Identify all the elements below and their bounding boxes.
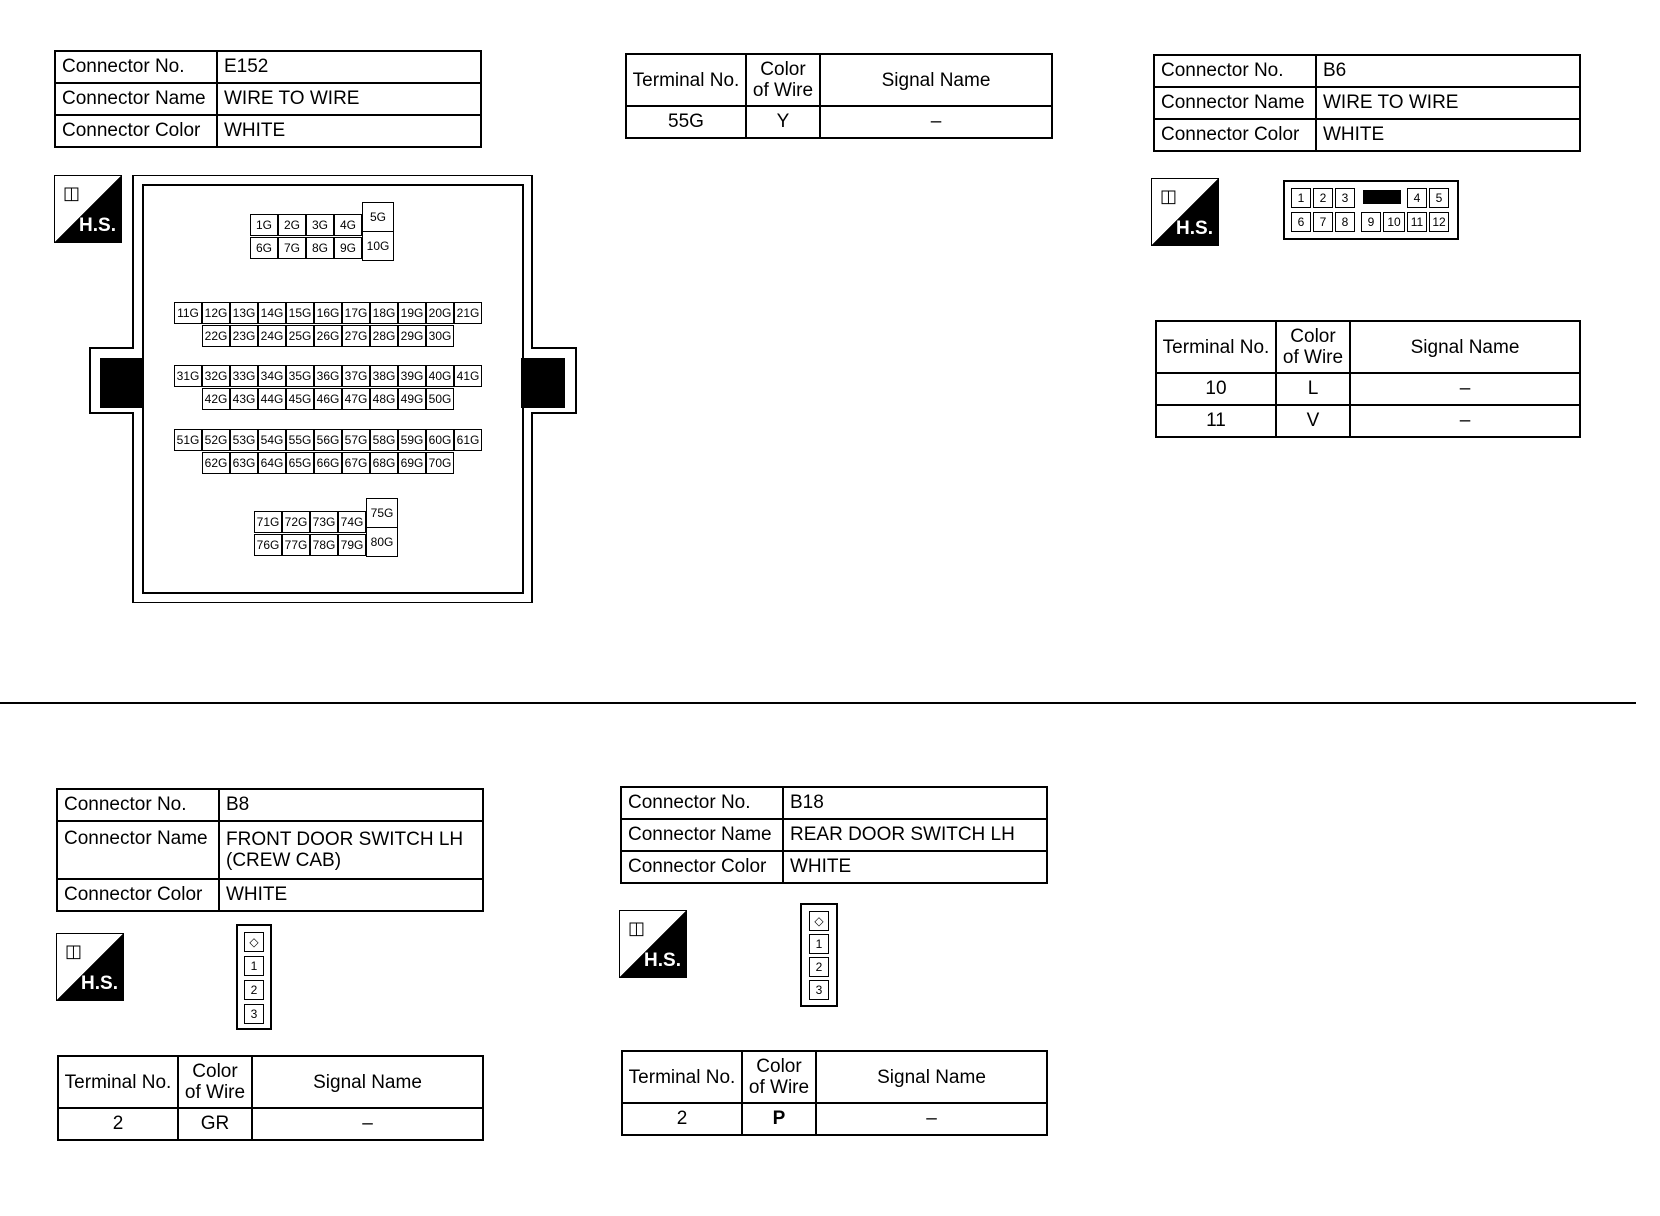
pin: 11 — [1407, 212, 1427, 232]
pin: 70G — [426, 452, 454, 474]
pin: 30G — [426, 325, 454, 347]
pin: 18G — [370, 302, 398, 324]
pin: 58G — [370, 429, 398, 451]
terminal-no: 11 — [1156, 405, 1276, 437]
pin: 52G — [202, 429, 230, 451]
connector-no-value: B8 — [219, 789, 483, 821]
wire-color-header: Color of Wire — [742, 1051, 816, 1103]
wire-color: V — [1276, 405, 1350, 437]
pin: 16G — [314, 302, 342, 324]
pin: 6G — [250, 237, 278, 259]
terminal-no: 55G — [626, 106, 746, 138]
connector-color-label: Connector Color — [621, 851, 783, 883]
pin: 54G — [258, 429, 286, 451]
pin: 13G — [230, 302, 258, 324]
connector-plug-icon: ◫ — [628, 918, 646, 938]
key-block — [1363, 190, 1401, 204]
b18-terminal-table — [621, 1050, 1048, 1136]
connector-name-label: Connector Name — [1154, 87, 1316, 119]
b8-connector-face — [236, 924, 272, 1030]
pin: 15G — [286, 302, 314, 324]
connector-name-value: REAR DOOR SWITCH LH — [783, 819, 1047, 851]
pin: 43G — [230, 388, 258, 410]
e152-connector-face — [88, 175, 578, 603]
section-divider — [0, 702, 1636, 704]
pin: 44G — [258, 388, 286, 410]
connector-name-value: FRONT DOOR SWITCH LH (CREW CAB) — [219, 821, 483, 879]
pin: 32G — [202, 365, 230, 387]
key-diamond-icon: ◇ — [244, 932, 264, 952]
pin: 45G — [286, 388, 314, 410]
connector-color-value: WHITE — [783, 851, 1047, 883]
connector-no-label: Connector No. — [621, 787, 783, 819]
pin: 4G — [334, 214, 362, 236]
pin: 5G — [362, 202, 394, 232]
connector-no-label: Connector No. — [57, 789, 219, 821]
pin: 33G — [230, 365, 258, 387]
pin: 2G — [278, 214, 306, 236]
connector-color-label: Connector Color — [55, 115, 217, 147]
pin: 60G — [426, 429, 454, 451]
pin: 46G — [314, 388, 342, 410]
signal-name: – — [252, 1108, 483, 1140]
wire-color-header: Color of Wire — [746, 54, 820, 106]
pin: 73G — [310, 511, 338, 533]
b18-info-table — [620, 786, 1048, 884]
pin: 1 — [809, 934, 829, 954]
pin: 47G — [342, 388, 370, 410]
pin: 51G — [174, 429, 202, 451]
pin: 55G — [286, 429, 314, 451]
connector-color-value: WHITE — [219, 879, 483, 911]
pin: 49G — [398, 388, 426, 410]
pin: 3 — [809, 980, 829, 1000]
pin: 29G — [398, 325, 426, 347]
connector-name-label: Connector Name — [57, 821, 219, 879]
terminal-no-header: Terminal No. — [58, 1056, 178, 1108]
wire-color-header: Color of Wire — [178, 1056, 252, 1108]
pin: 5 — [1429, 188, 1449, 208]
b6-connector-face — [1283, 180, 1459, 240]
pin: 2 — [1313, 188, 1333, 208]
pin: 28G — [370, 325, 398, 347]
pin: 12G — [202, 302, 230, 324]
pin: 12 — [1429, 212, 1449, 232]
pin: 53G — [230, 429, 258, 451]
pin: 34G — [258, 365, 286, 387]
pin: 24G — [258, 325, 286, 347]
hs-label: H.S. — [81, 973, 118, 994]
pin: 1 — [1291, 188, 1311, 208]
connector-plug-icon: ◫ — [1160, 186, 1178, 206]
signal-name: – — [820, 106, 1052, 138]
e152-terminal-table — [625, 53, 1053, 139]
wire-color: P — [742, 1103, 816, 1135]
pin: 21G — [454, 302, 482, 324]
pin: 79G — [338, 534, 366, 556]
pin: 1 — [244, 956, 264, 976]
pin: 48G — [370, 388, 398, 410]
terminal-no-header: Terminal No. — [1156, 321, 1276, 373]
pin: 11G — [174, 302, 202, 324]
pin: 36G — [314, 365, 342, 387]
pin: 77G — [282, 534, 310, 556]
harness-side-icon — [1151, 178, 1219, 246]
b8-info-table — [56, 788, 484, 912]
pin: 4 — [1407, 188, 1427, 208]
pin: 66G — [314, 452, 342, 474]
connector-no-value: E152 — [217, 51, 481, 83]
pin: 9 — [1361, 212, 1381, 232]
pin: 69G — [398, 452, 426, 474]
pin: 35G — [286, 365, 314, 387]
pin: 56G — [314, 429, 342, 451]
pin: 31G — [174, 365, 202, 387]
connector-name-label: Connector Name — [621, 819, 783, 851]
b8-terminal-table — [57, 1055, 484, 1141]
harness-side-icon — [619, 910, 687, 978]
hs-label: H.S. — [79, 215, 116, 236]
pin: 42G — [202, 388, 230, 410]
pin: 71G — [254, 511, 282, 533]
pin: 67G — [342, 452, 370, 474]
pin: 40G — [426, 365, 454, 387]
pin: 57G — [342, 429, 370, 451]
signal-name-header: Signal Name — [820, 54, 1052, 106]
pin: 10G — [362, 231, 394, 261]
connector-name-value: WIRE TO WIRE — [1316, 87, 1580, 119]
pin: 68G — [370, 452, 398, 474]
pin: 38G — [370, 365, 398, 387]
pin: 63G — [230, 452, 258, 474]
b6-info-table — [1153, 54, 1581, 152]
pin: 39G — [398, 365, 426, 387]
connector-color-value: WHITE — [217, 115, 481, 147]
b6-terminal-table — [1155, 320, 1581, 438]
harness-side-icon — [56, 933, 124, 1001]
pin: 27G — [342, 325, 370, 347]
b18-connector-face — [800, 903, 838, 1007]
e152-info-table — [54, 50, 482, 148]
signal-name: – — [1350, 405, 1580, 437]
pin: 26G — [314, 325, 342, 347]
pin: 37G — [342, 365, 370, 387]
pin: 7G — [278, 237, 306, 259]
pin: 3G — [306, 214, 334, 236]
wire-color: GR — [178, 1108, 252, 1140]
connector-color-label: Connector Color — [1154, 119, 1316, 151]
pin: 76G — [254, 534, 282, 556]
pin: 1G — [250, 214, 278, 236]
terminal-no-header: Terminal No. — [622, 1051, 742, 1103]
pin: 19G — [398, 302, 426, 324]
pin: 7 — [1313, 212, 1333, 232]
connector-name-value: WIRE TO WIRE — [217, 83, 481, 115]
pin: 61G — [454, 429, 482, 451]
pin: 9G — [334, 237, 362, 259]
pin: 10 — [1383, 212, 1405, 232]
connector-no-label: Connector No. — [1154, 55, 1316, 87]
pin: 74G — [338, 511, 366, 533]
connector-no-label: Connector No. — [55, 51, 217, 83]
signal-name-header: Signal Name — [252, 1056, 483, 1108]
pin: 65G — [286, 452, 314, 474]
key-diamond-icon: ◇ — [809, 911, 829, 931]
pin: 6 — [1291, 212, 1311, 232]
pin: 25G — [286, 325, 314, 347]
signal-name-header: Signal Name — [816, 1051, 1047, 1103]
terminal-no: 10 — [1156, 373, 1276, 405]
pin: 78G — [310, 534, 338, 556]
connector-color-value: WHITE — [1316, 119, 1580, 151]
terminal-no: 2 — [58, 1108, 178, 1140]
pin: 2 — [809, 957, 829, 977]
terminal-no: 2 — [622, 1103, 742, 1135]
pin: 64G — [258, 452, 286, 474]
pin: 72G — [282, 511, 310, 533]
signal-name: – — [816, 1103, 1047, 1135]
connector-plug-icon: ◫ — [65, 941, 83, 961]
pin: 75G — [366, 498, 398, 528]
pin: 2 — [244, 980, 264, 1000]
pin: 50G — [426, 388, 454, 410]
wire-color-header: Color of Wire — [1276, 321, 1350, 373]
hs-label: H.S. — [1176, 218, 1213, 239]
pin: 41G — [454, 365, 482, 387]
connector-no-value: B6 — [1316, 55, 1580, 87]
connector-color-label: Connector Color — [57, 879, 219, 911]
wire-color: L — [1276, 373, 1350, 405]
pin: 3 — [244, 1004, 264, 1024]
connector-no-value: B18 — [783, 787, 1047, 819]
terminal-no-header: Terminal No. — [626, 54, 746, 106]
signal-name: – — [1350, 373, 1580, 405]
pin: 17G — [342, 302, 370, 324]
pin: 3 — [1335, 188, 1355, 208]
pin: 22G — [202, 325, 230, 347]
pin: 20G — [426, 302, 454, 324]
pin: 80G — [366, 527, 398, 557]
pin: 8G — [306, 237, 334, 259]
pin: 8 — [1335, 212, 1355, 232]
signal-name-header: Signal Name — [1350, 321, 1580, 373]
pin: 14G — [258, 302, 286, 324]
pin: 23G — [230, 325, 258, 347]
pin: 59G — [398, 429, 426, 451]
connector-plug-icon: ◫ — [63, 183, 81, 203]
connector-name-label: Connector Name — [55, 83, 217, 115]
hs-label: H.S. — [644, 950, 681, 971]
wire-color: Y — [746, 106, 820, 138]
pin: 62G — [202, 452, 230, 474]
